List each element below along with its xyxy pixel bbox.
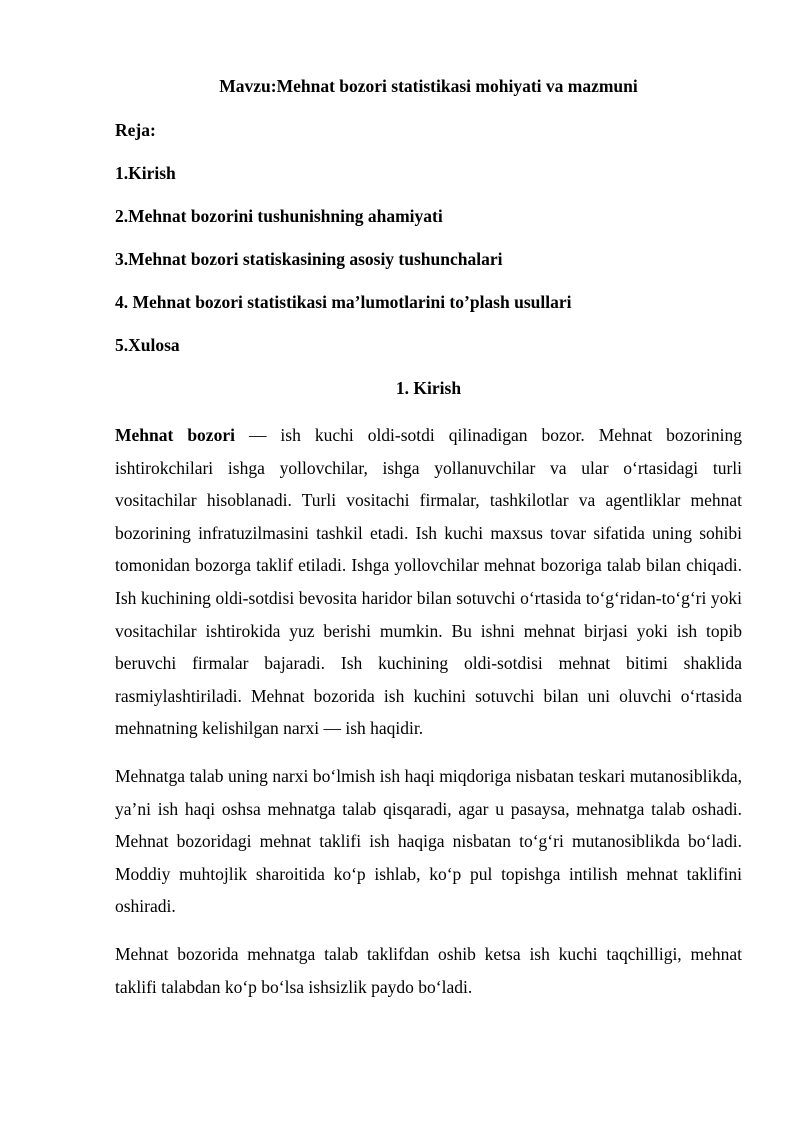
plan-item-kirish: 1.Kirish <box>115 163 176 183</box>
plan-item-tushunchalari: 3.Mehnat bozori statiskasining asosiy tushunchalari <box>115 249 503 269</box>
plan-item-ahamiyati: 2.Mehnat bozorini tushunishning ahamiyati <box>115 206 443 226</box>
paragraph-1-term: Mehnat bozori <box>115 425 235 445</box>
plan-list <box>115 161 742 357</box>
paragraph-2: Mehnatga talab uning narxi boʻlmish ish haqi miqdoriga nisbatan teskari mutanosiblikda, ya’ni ish haqi oshsa mehnatga talab qisqaradi, agar u pasaysa, mehnatga talab oshadi. Mehnat bozoridagi mehnat taklifi ish haqiga nisbatan toʻgʻri mutanosiblikda boʻladi. Moddiy muhtojlik sharoitida koʻp ishlab, koʻp pul topishga intilish mehnat taklifini oshiradi. <box>115 765 742 917</box>
paragraph-1 <box>115 419 742 745</box>
plan-item-xulosa: 5.Xulosa <box>115 335 180 355</box>
document-page <box>115 74 742 1018</box>
plan-item-usullari: 4. Mehnat bozori statistikasi ma’lumotlarini to’plash usullari <box>115 292 572 312</box>
section-heading: 1. Kirish <box>395 378 462 398</box>
paragraph-1-text: — ish kuchi oldi-sotdi qilinadigan bozor. Mehnat bozorining ishtirokchilari ishga yollovchilar, ishga yollanuvchilar va ular oʻrtasidagi turli vositachilar hisoblanadi. Turli vositachi firmalar, tashkilotlar va agentliklar mehnat bozorining infratuzilmasini tashkil etadi. Ish kuchi maxsus tovar sifatida uning sohibi tomonidan bozorga taklif etiladi. Ishga yollovchilar mehnat bozoriga talab bilan chiqadi. Ish kuchining oldi-sotdisi bevosita haridor bilan sotuvchi oʻrtasida toʻgʻridan-toʻgʻri yoki vositachilar ishtirokida yuz berishi mumkin. Bu ishni mehnat birjasi yoki ish topib beruvchi firmalar bajaradi. Ish kuchining oldi-sotdisi mehnat bitimi shaklida rasmiylashtiriladi. Mehnat bozorida ish kuchini sotuvchi bilan uni oluvchi oʻrtasida mehnatning kelishilgan narxi — ish haqidir. <box>115 425 742 739</box>
paragraph-3: Mehnat bozorida mehnatga talab taklifdan oshib ketsa ish kuchi taqchilligi, mehnat taklifi talabdan koʻp boʻlsa ishsizlik paydo boʻladi. <box>115 943 742 997</box>
document-title: Mavzu:Mehnat bozori statistikasi mohiyati va mazmuni <box>219 76 638 96</box>
plan-label: Reja: <box>115 120 156 140</box>
